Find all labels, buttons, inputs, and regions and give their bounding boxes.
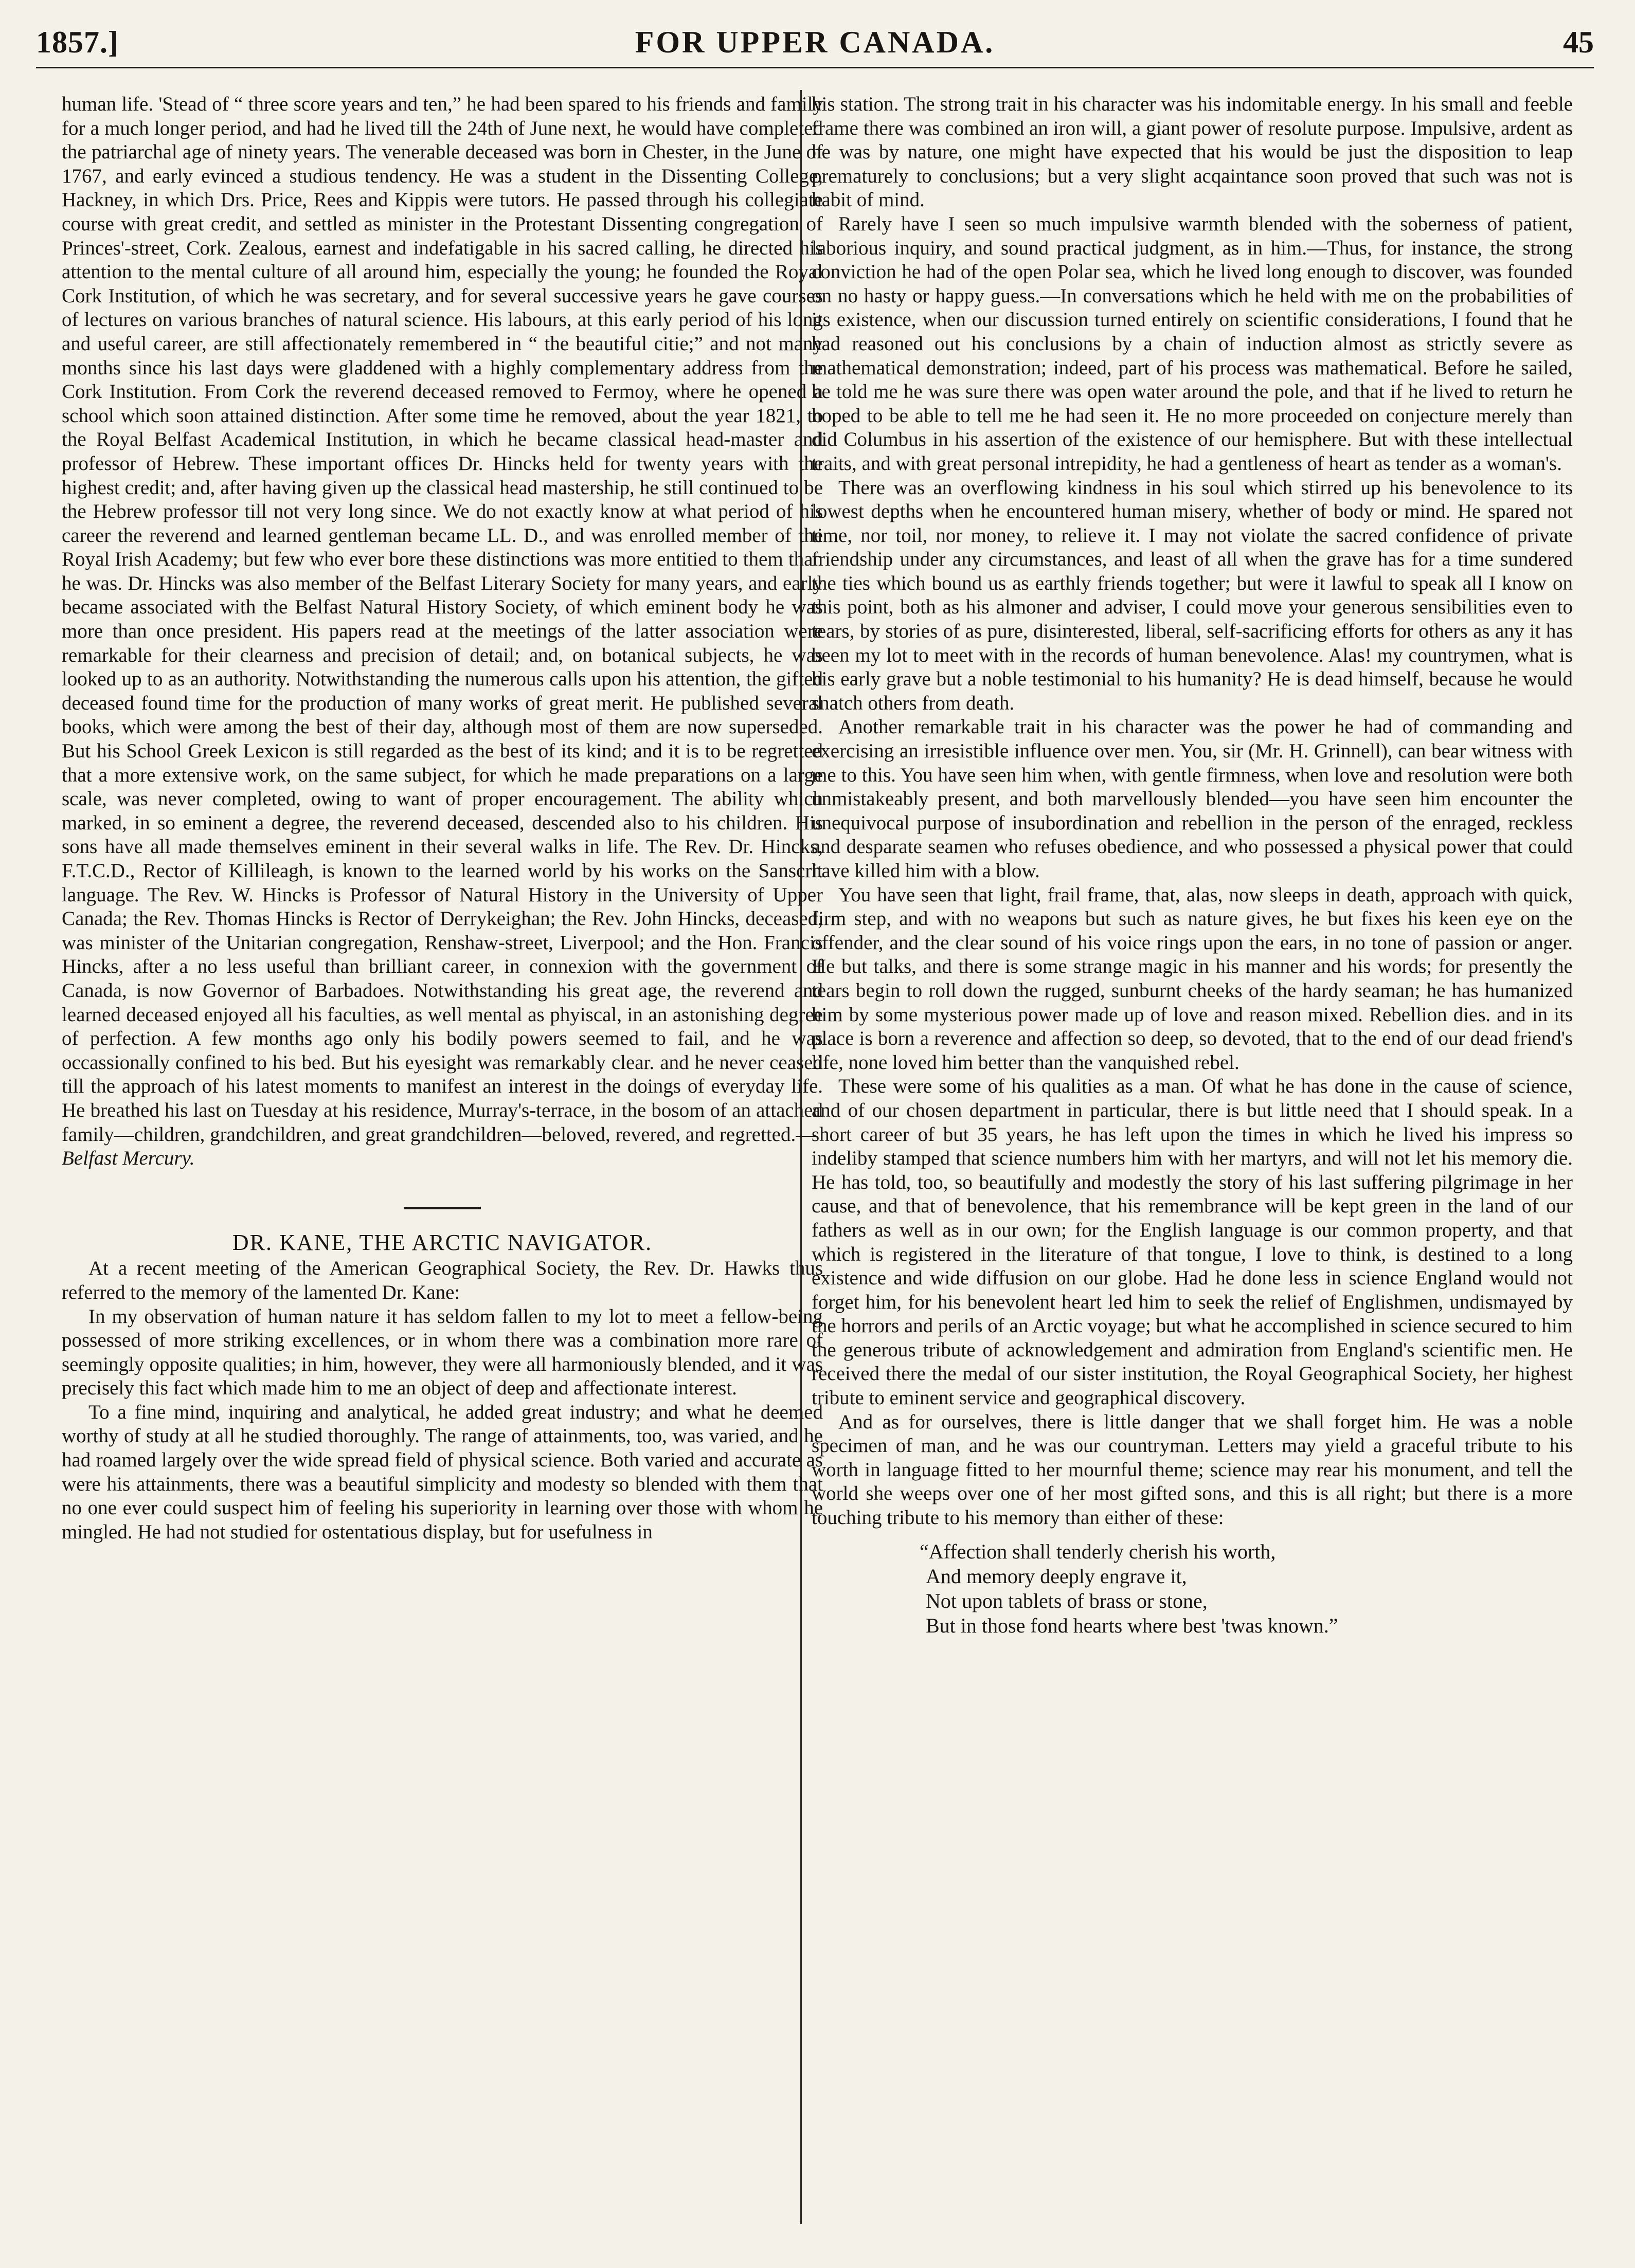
- header-year: 1857.]: [36, 25, 119, 59]
- article-paragraph: There was an overflowing kindness in his soul which stirred up his benevolence to its lowest depths when he encountered human misery, whether of body or mind. He spared not time, nor toil, nor money, to relieve it. I may not violate the sacred confidence of private friendship under any circumstances, and least of all when the grave has for a time sundered the ties which bound us as earthly friends together; but were it lawful to speak all I know on this point, both as his almoner and adviser, I could move your generous sensibilities even to tears, by stories of as pure, disinterested, liberal, self-sacrificing efforts for others as any it has been my lot to meet with in the records of human benevolence. Alas! my countrymen, what is his early grave but a noble testimonial to his humanity? He is dead himself, because he would snatch others from death.: [812, 476, 1573, 714]
- article-paragraph: And as for ourselves, there is little danger that we shall forget him. He was a noble specimen of man, and he was our countryman. Letters may yield a graceful tribute to his worth in language fitted to her mournful theme; science may rear his monument, and tell the world she weeps over one of her most gifted sons, and this is all right; but there is a more touching tribute to his memory than either of these:: [812, 1410, 1573, 1529]
- article-paragraph: In my observation of human nature it has seldom fallen to my lot to meet a fellow-being possessed of more striking excellences, or in whom there was a combination more rare of seemingly opposite qualities; in him, however, they were all harmoniously blended, and it was precisely this fact which made him to me an object of deep and affectionate interest.: [62, 1305, 823, 1400]
- poem-line: And memory deeply engrave it,: [926, 1564, 1187, 1588]
- poem-line: “Affection shall tenderly cherish his worth,: [920, 1539, 1276, 1563]
- section-rule: [404, 1207, 481, 1209]
- article-paragraph: Rarely have I seen so much impulsive warmth blended with the soberness of patient, laborious inquiry, and sound practical judgment, as in him.—Thus, for instance, the strong conviction he had of the open Polar sea, which he lived long enough to discover, was founded on no hasty or happy guess.—In conversations which he held with me on the probabilities of its existence, when our discussion turned entirely on scientific considerations, I found that he had reasoned out his conclusions by a chain of induction almost as strictly severe as mathematical demonstration; indeed, part of his process was mathematical. Before he sailed, he told me he was sure there was open water around the pole, and that if he lived to return he hoped to be able to tell me he had seen it. He no more proceeded on conjecture merely than did Columbus in his assertion of the existence of our hemisphere. But with these intellectual traits, and with great personal intrepidity, he had a gentleness of heart as tender as a woman's.: [812, 212, 1573, 475]
- article-paragraph: To a fine mind, inquiring and analytical, he added great industry; and what he deemed worthy of study at all he studied thoroughly. The range of attainments, too, was varied, and he had roamed largely over the wide spread field of physical science. Both varied and accurate as were his attainments, there was a beautiful simplicity and modesty so blended with them that no one ever could suspect him of feeling his superiority in learning over those with whom he mingled. He had not studied for ostentatious display, but for usefulness in: [62, 1401, 823, 1543]
- closing-poem: [920, 1539, 1573, 1638]
- article-title: DR. KANE, THE ARCTIC NAVIGATOR.: [232, 1229, 653, 1255]
- obituary-paragraph: human life. 'Stead of “ three score years and ten,” he had been spared to his friends and family for a much longer period, and had he lived till the 24th of June next, he would have completed the patriarchal age of ninety years. The venerable deceased was born in Chester, in the June of 1767, and early evinced a studious tendency. He was a student in the Dissenting College, Hackney, in which Drs. Price, Rees and Kippis were tutors. He passed through his collegiate course with great credit, and settled as minister in the Protestant Dissenting congregation of Princes'-street, Cork. Zealous, earnest and indefatigable in his sacred calling, he directed his attention to the mental culture of all around him, especially the young; he founded the Royal Cork Institution, of which he was secretary, and for several successive years he gave courses of lectures on various branches of natural science. His labours, at this early period of his long and useful career, are still affectionately remembered in “ the beautiful citie;” and not many months since his last days were gladdened with a highly complementary address from the Cork Institution. From Cork the reverend deceased removed to Fermoy, where he opened a school which soon attained distinction. After some time he removed, about the year 1821, to the Royal Belfast Academical Institution, in which he became classical head-master and professor of Hebrew. These important offices Dr. Hincks held for twenty years with the highest credit; and, after having given up the classical head mastership, he still continued to be the Hebrew professor till not very long since. We do not exactly know at what period of his career the reverend and learned gentleman became LL. D., and was enrolled member of the Royal Irish Academy; but few who ever bore these distinctions was more entitied to them than he was. Dr. Hincks was also member of the Belfast Literary Society for many years, and early became associated with the Belfast Natural History Society, of which eminent body he was more than once president. His papers read at the meetings of the latter association were remarkable for their clearness and precision of detail; and, on botanical subjects, he was looked up to as an authority. Notwithstanding the numerous calls upon his attention, the gifted deceased found time for the production of many works of great merit. He published several books, which were among the best of their day, although most of them are now superseded. But his School Greek Lexicon is still regarded as the best of its kind; and it is to be regretted that a more extensive work, on the same subject, for which he made preparations on a large scale, was never completed, owing to want of proper encouragement. The ability which marked, in so eminent a degree, the reverend deceased, descended also to his children. His sons have all made themselves eminent in their several walks in life. The Rev. Dr. Hincks, F.T.C.D., Rector of Killileagh, is known to the learned world by his works on the Sanscrit language. The Rev. W. Hincks is Professor of Natural History in the University of Upper Canada; the Rev. Thomas Hincks is Rector of Derrykeighan; the Rev. John Hincks, deceased, was minister of the Unitarian congregation, Renshaw-street, Liverpool; and the Hon. Francis Hincks, after a no less useful than brilliant career, in connexion with the government of Canada, is now Governor of Barbadoes. Notwithstanding his great age, the reverend and learned deceased enjoyed all his faculties, as well mental as phyiscal, in an astonishing degree of perfection. A few months ago only his bodily powers seemed to fail, and he was occassionally confined to his bed. But his eyesight was remarkably clear. and he never ceased till the approach of his latest moments to manifest an interest in the doings of everyday life. He breathed his last on Tuesday at his residence, Murray's-terrace, in the bosom of an attached family—children, grandchildren, and great grandchildren—beloved, revered, and regretted.—: [62, 93, 823, 1146]
- page-number: 45: [1563, 25, 1594, 59]
- left-column: [62, 93, 823, 2221]
- header-title: FOR UPPER CANADA.: [635, 25, 995, 59]
- article-paragraph: Another remarkable trait in his character was the power he had of commanding and exercising an irresistible influence over men. You, sir (Mr. H. Grinnell), can bear witness with me to this. You have seen him when, with gentle firmness, when love and resolution were both unmistakeably present, and both marvellously blended—you have seen him encounter the unequivocal purpose of insubordination and rebellion in the person of the enraged, reckless and desparate seamen who refuses obedience, and who possessed a physical power that could have killed him with a blow.: [812, 716, 1573, 882]
- poem-line: But in those fond hearts where best 'twas known.”: [926, 1613, 1338, 1637]
- right-column: [812, 93, 1573, 2221]
- article-paragraph: You have seen that light, frail frame, that, alas, now sleeps in death, approach with quick, firm step, and with no weapons but such as nature gives, he but fixes his keen eye on the offender, and the clear sound of his voice rings upon the ears, in no tone of passion or anger. He but talks, and there is some strange magic in his manner and his words; for presently the tears begin to roll down the rugged, sunburnt cheeks of the hardy seaman; he has humanized him by some mysterious power made up of love and reason mixed. Rebellion dies. and in its place is born a reverence and affection so deep, so devoted, that to the end of our dead friend's life, none loved him better than the vanquished rebel.: [812, 883, 1573, 1074]
- article-paragraph: These were some of his qualities as a man. Of what he has done in the cause of science, and of our chosen department in particular, there is but little need that I should speak. In a short career of but 35 years, he has left upon the times in which he lived his impress so indeliby stamped that science numbers him with her martyrs, and will not let his memory die. He has told, too, so beautifully and modestly the story of his last suffering pilgrimage in her cause, and that of benevolence, that his remembrance will be kept green in the land of our fathers as well as in our own; for the English language is our common property, and that which is registered in the literature of that tongue, I love to think, is destined to a long existence and wide diffusion on our globe. Had he done less in science England would not forget him, for his benevolent heart led him to seek the relief of Englishmen, undismayed by the horrors and perils of an Arctic voyage; but what he accomplished in science secured to him the generous tribute of acknowledgement and admiration from England's scientific men. He received there the medal of our sister institution, the Royal Geographical Society, her highest tribute to eminent service and geographical discovery.: [812, 1075, 1573, 1409]
- article-paragraph: At a recent meeting of the American Geographical Society, the Rev. Dr. Hawks thus referred to the memory of the lamented Dr. Kane:: [62, 1257, 823, 1303]
- article-paragraph: his station. The strong trait in his character was his indomitable energy. In his small and feeble frame there was combined an iron will, a giant power of resolute purpose. Impulsive, ardent as he was by nature, one might have expected that his would be just the disposition to leap prematurely to conclusions; but a very slight acqaintance soon proved that such was not is habit of mind.: [812, 93, 1573, 211]
- page-header: [36, 21, 1594, 68]
- source-attribution: Belfast Mercury.: [62, 1147, 195, 1170]
- poem-line: Not upon tablets of brass or stone,: [926, 1589, 1208, 1612]
